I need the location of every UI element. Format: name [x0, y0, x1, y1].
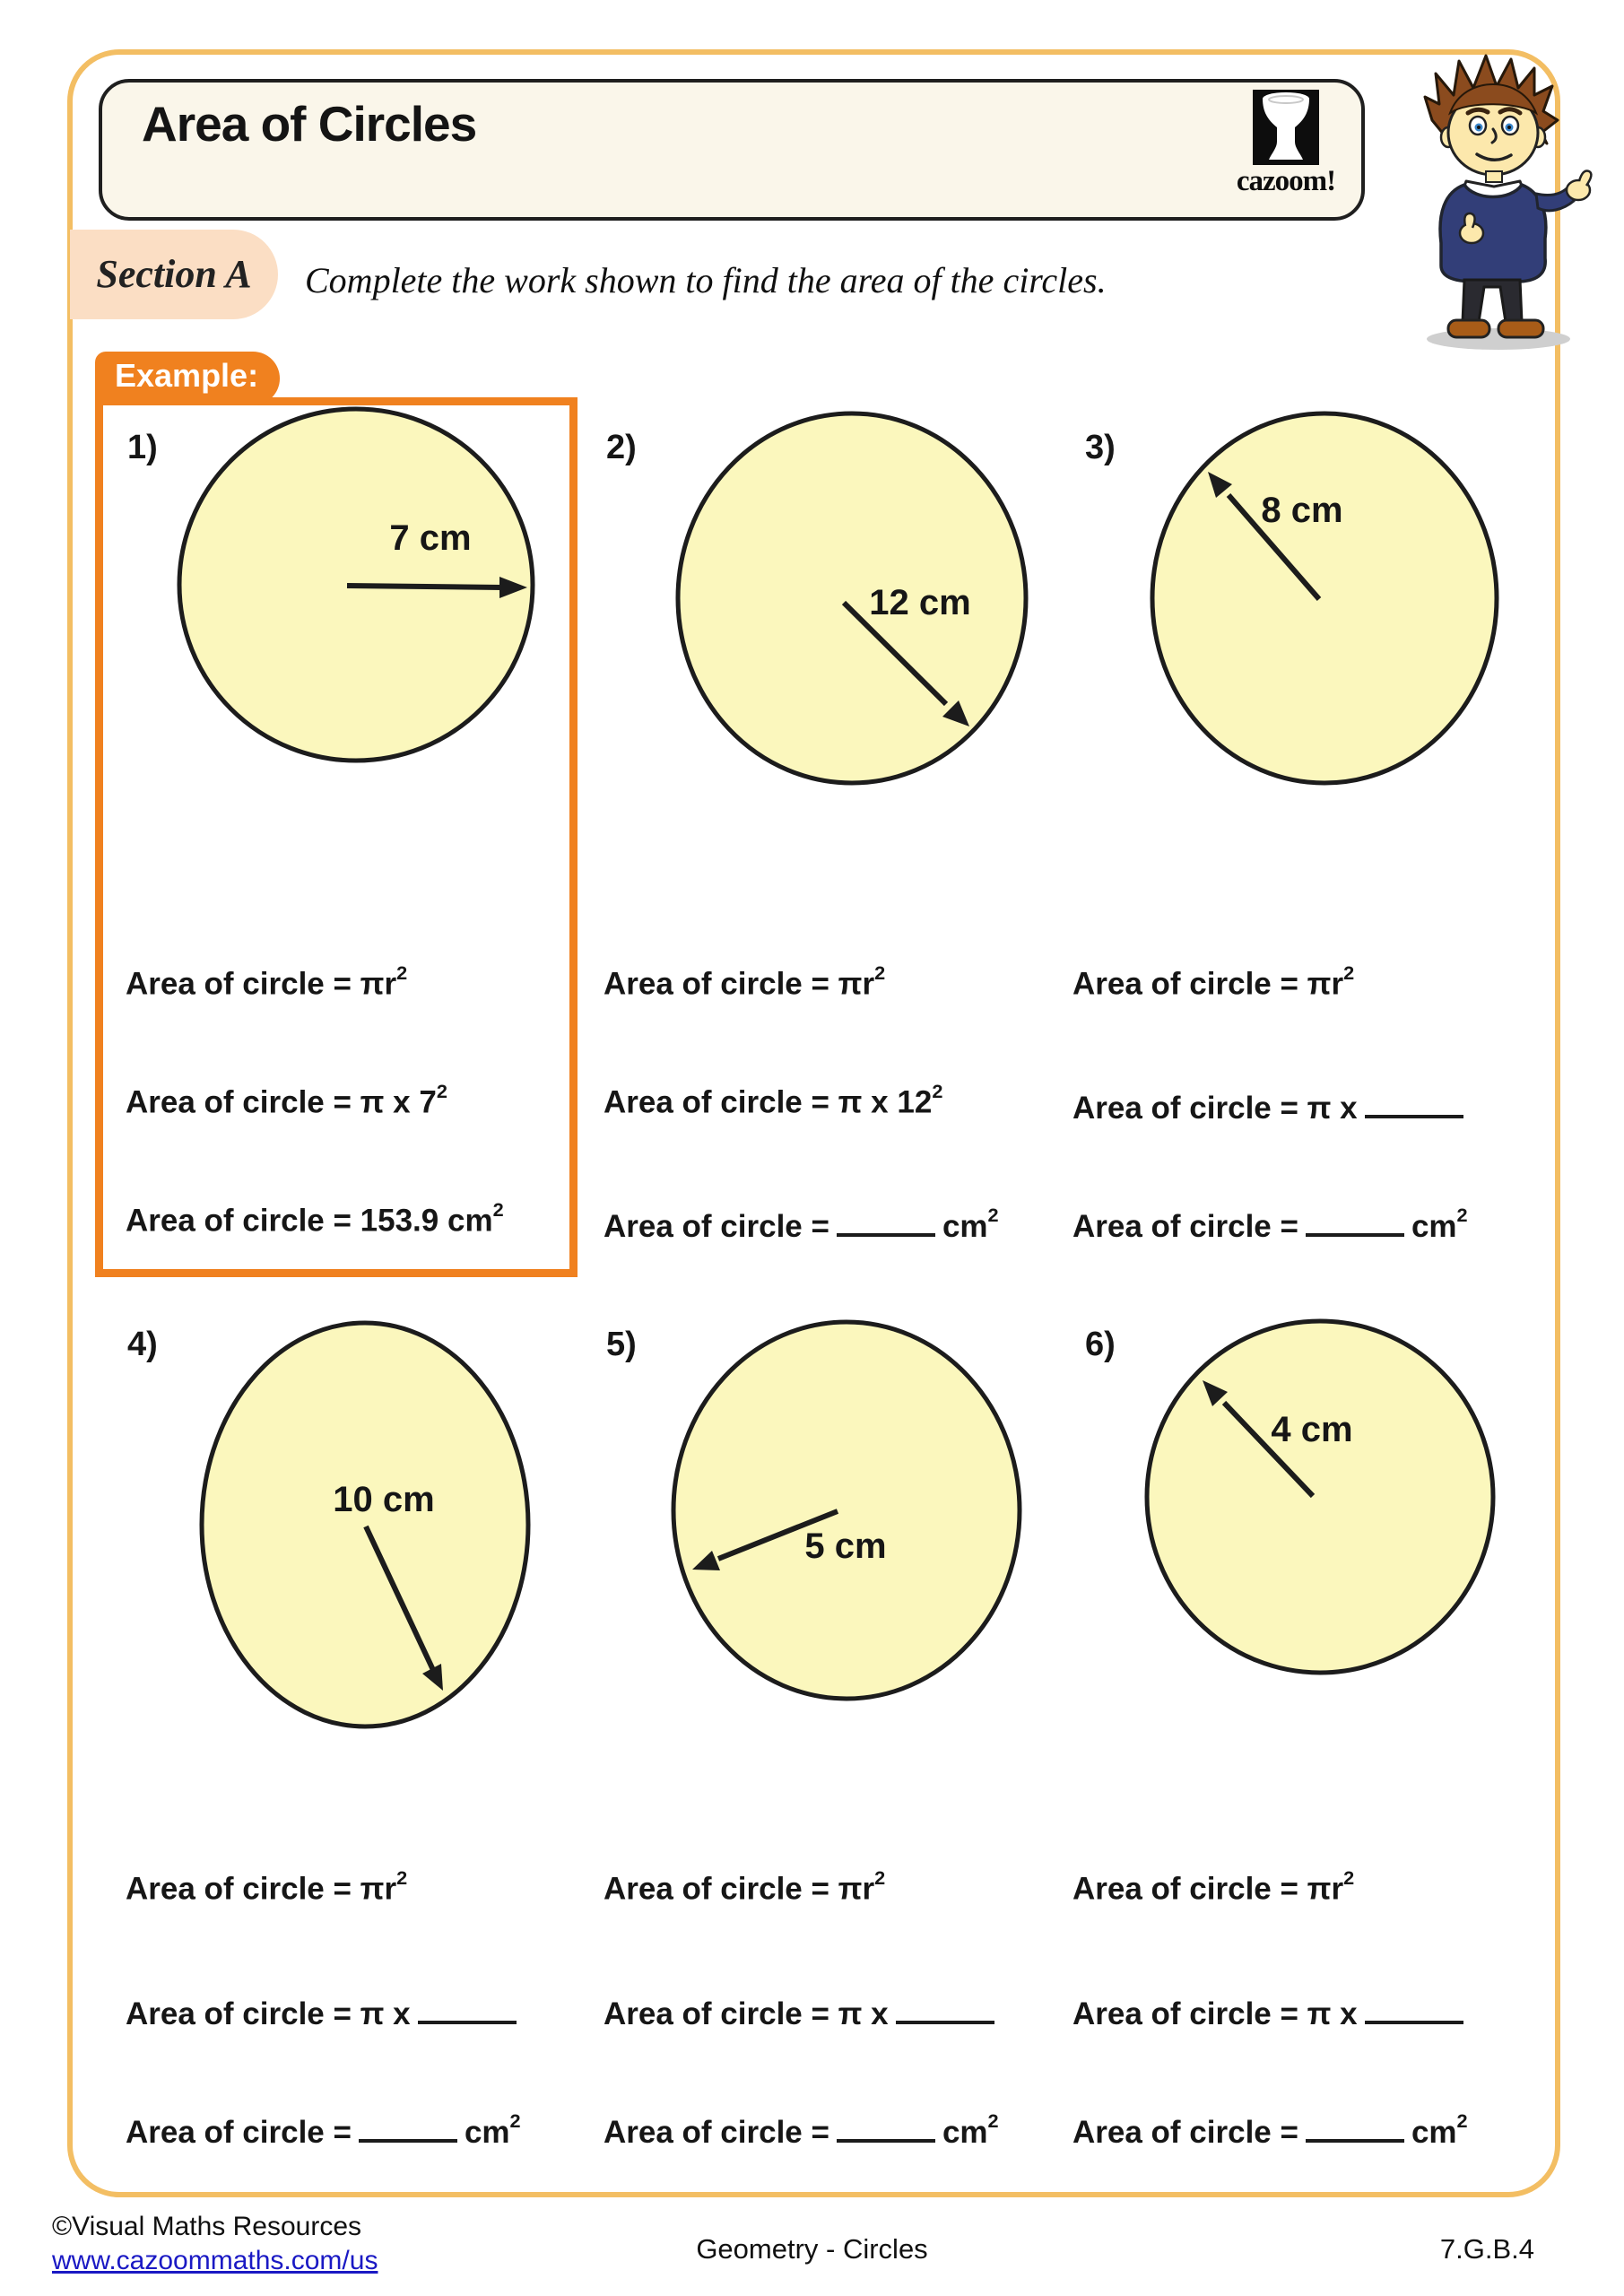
question-number-3: 3)	[1085, 429, 1116, 466]
p2-step2: Area of circle = π x $12^2$	[604, 1080, 943, 1120]
p3-step3: Area of circle = $cm^2$	[1073, 1202, 1468, 1245]
radius-label-2: 12 cm	[869, 583, 971, 622]
cazoom-logo	[1232, 90, 1340, 198]
answer-blank[interactable]	[359, 2108, 457, 2143]
p5-step3: Area of circle = $cm^2$	[604, 2108, 999, 2151]
example-box	[95, 397, 578, 1277]
question-number-4: 4)	[127, 1326, 158, 1363]
section-label: Section A	[96, 252, 252, 296]
p4-step1: Area of circle = $\pi r^2$	[126, 1866, 408, 1907]
answer-blank[interactable]	[418, 1989, 517, 2024]
question-number-1: 1)	[127, 429, 158, 466]
question-number-2: 2)	[606, 429, 637, 466]
radius-label-3: 8 cm	[1261, 491, 1343, 530]
answer-blank[interactable]	[1306, 2108, 1404, 2143]
p1-step1: Area of circle = $\pi r^2$	[126, 961, 408, 1002]
answer-blank[interactable]	[1365, 1989, 1463, 2024]
section-pill	[70, 230, 278, 319]
page-title: Area of Circles	[142, 96, 477, 152]
footer-topic: Geometry - Circles	[696, 2233, 928, 2265]
p6-step3: Area of circle = $cm^2$	[1073, 2108, 1468, 2151]
p2-step1: Area of circle = $\pi r^2$	[604, 961, 886, 1002]
circle-figure-4	[197, 1318, 547, 1735]
p2-step3: Area of circle = $cm^2$	[604, 1202, 999, 1245]
copyright-text: ©Visual Maths Resources	[52, 2212, 362, 2241]
section-instruction: Complete the work shown to find the area of the circles.	[305, 260, 1107, 300]
p3-step1: Area of circle = $\pi r^2$	[1073, 961, 1355, 1002]
answer-blank[interactable]	[896, 1989, 994, 2024]
answer-blank[interactable]	[1306, 1202, 1404, 1237]
p1-step2: Area of circle = π x $7^2$	[126, 1080, 447, 1120]
question-number-5: 5)	[606, 1326, 637, 1363]
footer-standard-code: 7.G.B.4	[1439, 2233, 1534, 2265]
p1-step3: Area of circle = 153.9 $cm^2$	[126, 1198, 504, 1239]
radius-label-5: 5 cm	[804, 1526, 887, 1566]
example-tab	[95, 352, 280, 405]
p4-step3: Area of circle = $cm^2$	[126, 2108, 521, 2151]
circle-figure-5	[668, 1314, 1036, 1709]
logo-brand-text: cazoom!	[1236, 165, 1336, 197]
p3-step2: Area of circle = π x	[1073, 1083, 1471, 1126]
answer-blank[interactable]	[837, 2108, 935, 2143]
radius-label-1: 7 cm	[389, 518, 472, 558]
djembe-drum-icon	[1253, 90, 1319, 165]
p5-step1: Area of circle = $\pi r^2$	[604, 1866, 886, 1907]
answer-blank[interactable]	[837, 1202, 935, 1237]
example-label: Example:	[115, 357, 259, 394]
circle-figure-3	[1148, 399, 1507, 798]
circle-figure-6	[1143, 1314, 1502, 1691]
p6-step1: Area of circle = $\pi r^2$	[1073, 1866, 1355, 1907]
question-number-6: 6)	[1085, 1326, 1116, 1363]
answer-blank[interactable]	[1365, 1083, 1463, 1118]
radius-label-6: 4 cm	[1271, 1410, 1353, 1449]
circle-figure-2	[673, 399, 1040, 798]
p6-step2: Area of circle = π x	[1073, 1989, 1471, 2032]
p4-step2: Area of circle = π x	[126, 1989, 524, 2032]
cazoom-url-link[interactable]: www.cazoommaths.com/us	[52, 2246, 378, 2275]
mascot-boy-illustration	[1385, 50, 1617, 352]
p5-step2: Area of circle = π x	[604, 1989, 1002, 2032]
radius-label-4: 10 cm	[333, 1480, 435, 1519]
